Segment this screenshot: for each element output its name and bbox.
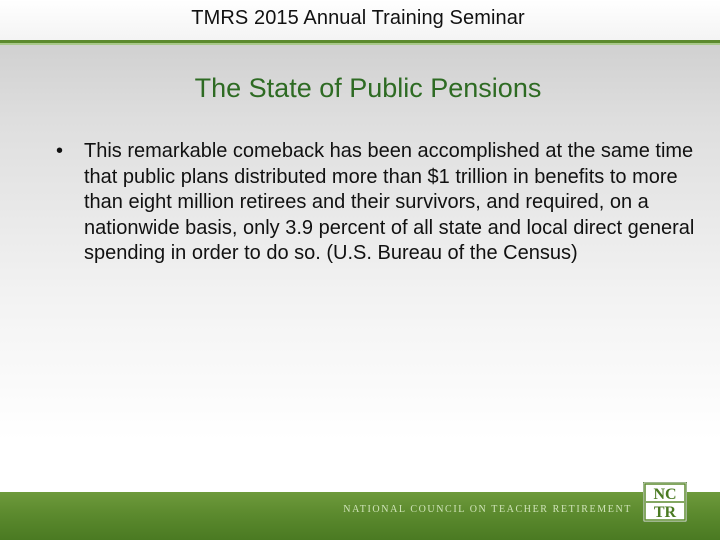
header-divider-accent [0,43,720,45]
logo-text-bottom: TR [653,504,677,521]
nctr-logo [643,482,687,522]
bullet-text: This remarkable comeback has been accomplished at the same time that public plans distributed more than $1 trillion in benefits to more than eight million retirees and their survivors, and required, on a nationwide basis, only 3.9 percent of all state and local direct general spending in order to do so. (U.S. Bureau of the Census) [84,140,695,264]
footer-bar [0,492,720,540]
header-title: TMRS 2015 Annual Training Seminar [191,7,525,29]
slide-title: The State of Public Pensions [194,73,542,103]
header-bar [0,0,720,40]
bullet-marker: • [56,140,64,162]
logo-text-top: NC [653,486,677,503]
footer-org-name: NATIONAL COUNCIL ON TEACHER RETIREMENT [343,504,632,515]
